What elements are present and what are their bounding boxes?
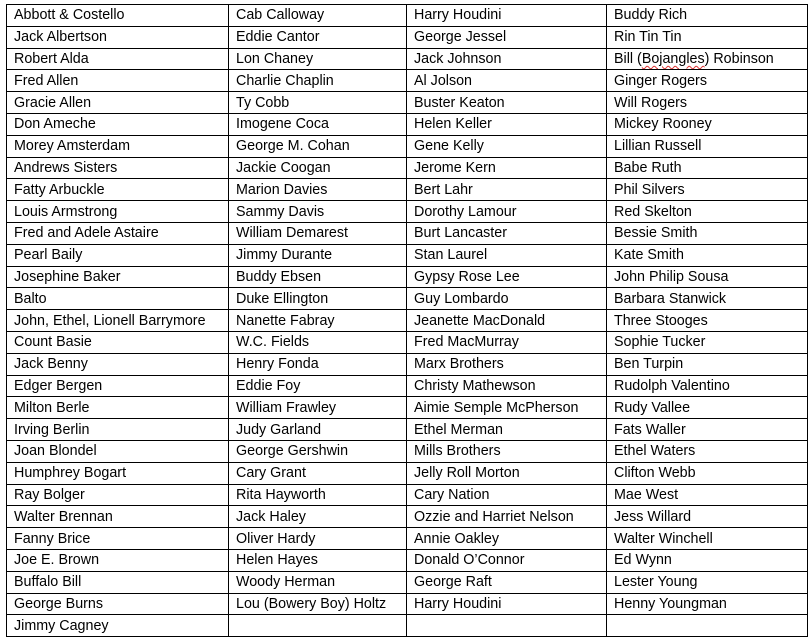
table-row [7, 113, 808, 135]
table-cell[interactable]: Jack Albertson [7, 26, 229, 48]
table-row [7, 288, 808, 310]
table-cell[interactable]: Cab Calloway [229, 5, 407, 27]
table-cell[interactable]: Helen Keller [407, 113, 607, 135]
table-cell[interactable]: Ray Bolger [7, 484, 229, 506]
table-cell[interactable]: Buddy Rich [607, 5, 808, 27]
names-table [6, 4, 808, 637]
table-cell[interactable]: Balto [7, 288, 229, 310]
table-cell[interactable]: George M. Cohan [229, 135, 407, 157]
table-cell[interactable]: Edger Bergen [7, 375, 229, 397]
table-cell[interactable]: Oliver Hardy [229, 528, 407, 550]
table-cell[interactable]: Phil Silvers [607, 179, 808, 201]
table-cell[interactable]: George Gershwin [229, 440, 407, 462]
table-cell[interactable]: George Raft [407, 571, 607, 593]
table-cell[interactable]: George Jessel [407, 26, 607, 48]
table-cell[interactable]: Kate Smith [607, 244, 808, 266]
table-cell[interactable]: Rudy Vallee [607, 397, 808, 419]
table-cell[interactable]: Woody Herman [229, 571, 407, 593]
table-cell[interactable]: Harry Houdini [407, 5, 607, 27]
table-cell[interactable]: Red Skelton [607, 201, 808, 223]
table-row [7, 462, 808, 484]
table-cell[interactable]: Mickey Rooney [607, 113, 808, 135]
table-cell[interactable]: Ethel Merman [407, 419, 607, 441]
table-cell[interactable]: John Philip Sousa [607, 266, 808, 288]
table-cell[interactable]: Jackie Coogan [229, 157, 407, 179]
table-cell[interactable]: Bessie Smith [607, 222, 808, 244]
table-cell[interactable]: Fred MacMurray [407, 331, 607, 353]
table-cell[interactable]: Irving Berlin [7, 419, 229, 441]
table-cell[interactable]: Mills Brothers [407, 440, 607, 462]
table-cell[interactable]: Buster Keaton [407, 92, 607, 114]
table-cell[interactable]: Jelly Roll Morton [407, 462, 607, 484]
table-cell[interactable]: Imogene Coca [229, 113, 407, 135]
table-cell[interactable]: Jack Haley [229, 506, 407, 528]
table-cell[interactable]: Joe E. Brown [7, 549, 229, 571]
table-row [7, 440, 808, 462]
table-row [7, 48, 808, 70]
table-row [7, 484, 808, 506]
table-row [7, 266, 808, 288]
table-cell[interactable]: Jack Benny [7, 353, 229, 375]
table-cell[interactable]: Lou (Bowery Boy) Holtz [229, 593, 407, 615]
table-cell[interactable]: Clifton Webb [607, 462, 808, 484]
table-cell[interactable]: Marx Brothers [407, 353, 607, 375]
table-cell[interactable]: Ed Wynn [607, 549, 808, 571]
table-cell[interactable]: William Demarest [229, 222, 407, 244]
table-row [7, 201, 808, 223]
table-cell[interactable]: Judy Garland [229, 419, 407, 441]
table-row [7, 135, 808, 157]
table-cell[interactable]: Will Rogers [607, 92, 808, 114]
table-cell[interactable]: Gene Kelly [407, 135, 607, 157]
table-cell[interactable]: Buddy Ebsen [229, 266, 407, 288]
table-cell[interactable]: Christy Mathewson [407, 375, 607, 397]
table-cell[interactable]: Sammy Davis [229, 201, 407, 223]
table-cell[interactable]: Lester Young [607, 571, 808, 593]
table-cell[interactable] [229, 615, 407, 637]
table-cell[interactable]: Ty Cobb [229, 92, 407, 114]
table-cell[interactable]: Ginger Rogers [607, 70, 808, 92]
table-row [7, 353, 808, 375]
table-cell[interactable]: Milton Berle [7, 397, 229, 419]
table-cell[interactable]: Sophie Tucker [607, 331, 808, 353]
table-cell[interactable]: Three Stooges [607, 310, 808, 332]
table-cell[interactable]: William Frawley [229, 397, 407, 419]
table-row [7, 549, 808, 571]
table-cell[interactable]: Ozzie and Harriet Nelson [407, 506, 607, 528]
table-cell[interactable]: Burt Lancaster [407, 222, 607, 244]
table-cell[interactable]: Eddie Cantor [229, 26, 407, 48]
table-cell[interactable]: Henny Youngman [607, 593, 808, 615]
table-cell[interactable]: Bert Lahr [407, 179, 607, 201]
table-cell[interactable]: Marion Davies [229, 179, 407, 201]
table-row [7, 310, 808, 332]
table-cell[interactable]: Guy Lombardo [407, 288, 607, 310]
table-cell[interactable]: Fanny Brice [7, 528, 229, 550]
table-cell[interactable]: Bill (Bojangles) Robinson [607, 48, 808, 70]
table-row [7, 506, 808, 528]
table-cell[interactable]: Stan Laurel [407, 244, 607, 266]
table-row [7, 419, 808, 441]
table-cell[interactable]: W.C. Fields [229, 331, 407, 353]
table-cell[interactable]: Rita Hayworth [229, 484, 407, 506]
table-cell[interactable]: Lillian Russell [607, 135, 808, 157]
table-cell[interactable]: Henry Fonda [229, 353, 407, 375]
table-row [7, 615, 808, 637]
table-cell[interactable]: Don Ameche [7, 113, 229, 135]
table-row [7, 571, 808, 593]
table-cell[interactable]: Cary Nation [407, 484, 607, 506]
table-cell[interactable]: Jerome Kern [407, 157, 607, 179]
table-cell[interactable]: Walter Brennan [7, 506, 229, 528]
table-row [7, 528, 808, 550]
table-cell[interactable]: Gypsy Rose Lee [407, 266, 607, 288]
table-cell[interactable]: Annie Oakley [407, 528, 607, 550]
table-cell[interactable]: Ben Turpin [607, 353, 808, 375]
table-row [7, 375, 808, 397]
table-cell[interactable]: Harry Houdini [407, 593, 607, 615]
table-cell[interactable]: Mae West [607, 484, 808, 506]
table-cell[interactable] [407, 615, 607, 637]
table-cell[interactable]: Eddie Foy [229, 375, 407, 397]
table-cell[interactable]: Donald O’Connor [407, 549, 607, 571]
table-row [7, 244, 808, 266]
table-cell[interactable]: Charlie Chaplin [229, 70, 407, 92]
table-cell[interactable]: Duke Ellington [229, 288, 407, 310]
table-cell[interactable]: Lon Chaney [229, 48, 407, 70]
table-row [7, 92, 808, 114]
table-cell[interactable]: Josephine Baker [7, 266, 229, 288]
table-cell[interactable]: Jack Johnson [407, 48, 607, 70]
table-cell[interactable]: Fats Waller [607, 419, 808, 441]
table-cell[interactable]: Jimmy Durante [229, 244, 407, 266]
table-cell[interactable]: Ethel Waters [607, 440, 808, 462]
table-cell[interactable]: Fatty Arbuckle [7, 179, 229, 201]
table-cell[interactable]: Jimmy Cagney [7, 615, 229, 637]
table-cell[interactable]: Rudolph Valentino [607, 375, 808, 397]
table-cell[interactable]: Abbott & Costello [7, 5, 229, 27]
table-cell[interactable]: Jeanette MacDonald [407, 310, 607, 332]
table-cell[interactable]: George Burns [7, 593, 229, 615]
table-cell[interactable]: Dorothy Lamour [407, 201, 607, 223]
spellcheck-flagged-word: Bojangles [641, 50, 705, 67]
table-cell[interactable]: Jess Willard [607, 506, 808, 528]
names-table-body [7, 5, 808, 637]
table-cell[interactable]: Joan Blondel [7, 440, 229, 462]
table-row [7, 593, 808, 615]
table-cell[interactable] [607, 615, 808, 637]
table-cell[interactable]: Fred Allen [7, 70, 229, 92]
table-cell[interactable]: Fred and Adele Astaire [7, 222, 229, 244]
table-row [7, 157, 808, 179]
table-row [7, 222, 808, 244]
table-cell[interactable]: Walter Winchell [607, 528, 808, 550]
table-cell[interactable]: Babe Ruth [607, 157, 808, 179]
table-cell[interactable]: Buffalo Bill [7, 571, 229, 593]
table-row [7, 70, 808, 92]
table-cell[interactable]: Helen Hayes [229, 549, 407, 571]
table-row [7, 26, 808, 48]
table-row [7, 331, 808, 353]
table-cell[interactable]: Rin Tin Tin [607, 26, 808, 48]
table-cell[interactable]: Nanette Fabray [229, 310, 407, 332]
table-cell[interactable]: Gracie Allen [7, 92, 229, 114]
table-cell[interactable]: Morey Amsterdam [7, 135, 229, 157]
table-cell[interactable]: Aimie Semple McPherson [407, 397, 607, 419]
table-cell[interactable]: Humphrey Bogart [7, 462, 229, 484]
table-row [7, 397, 808, 419]
table-cell[interactable]: Louis Armstrong [7, 201, 229, 223]
table-cell[interactable]: Andrews Sisters [7, 157, 229, 179]
table-cell[interactable]: Barbara Stanwick [607, 288, 808, 310]
table-cell[interactable]: Robert Alda [7, 48, 229, 70]
table-row [7, 179, 808, 201]
table-cell[interactable]: Al Jolson [407, 70, 607, 92]
table-cell[interactable]: Pearl Baily [7, 244, 229, 266]
table-row [7, 5, 808, 27]
table-cell[interactable]: Cary Grant [229, 462, 407, 484]
table-cell[interactable]: Count Basie [7, 331, 229, 353]
table-cell[interactable]: John, Ethel, Lionell Barrymore [7, 310, 229, 332]
